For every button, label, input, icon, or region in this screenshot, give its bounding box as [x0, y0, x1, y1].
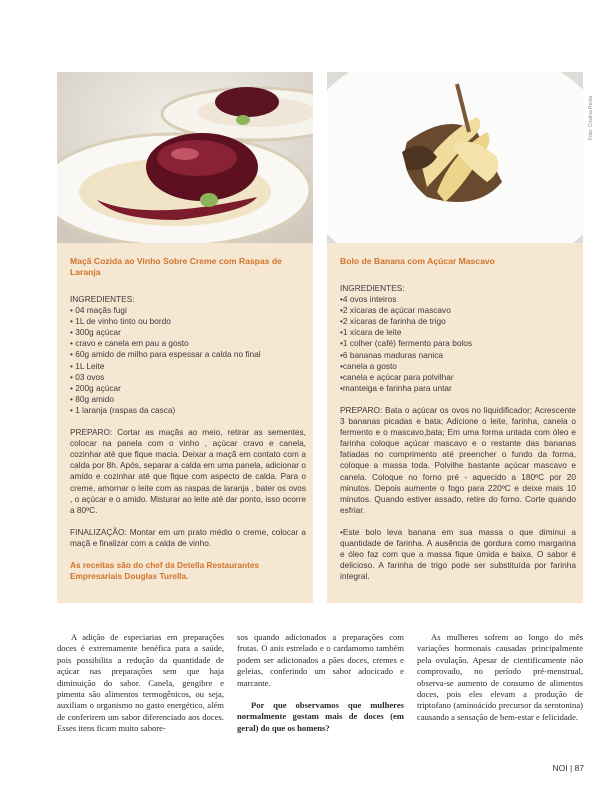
ingredients-list: [340, 294, 576, 394]
chef-credit: As receitas são do chef da Detella Restaurantes Empresariais Douglas Turella.: [70, 559, 260, 582]
article-column-2: [237, 632, 404, 734]
banana-cake-photo: [327, 72, 583, 243]
ingredient-item: •1 colher (café) fermento para bolos: [340, 338, 473, 349]
ingredient-item: •canela a gosto: [340, 360, 397, 371]
ingredient-item: • 80g amido: [70, 393, 114, 404]
ingredient-item: •6 bananas maduras nanica: [340, 349, 443, 360]
preparation-text: PREPARO: Bata o açúcar os ovos no liquidificador; Acrescente 3 bananas picadas e bata; Adicione o leite, farinha, canela o fermento e o mascavo,bata; Em uma forma untada com óleo e farinha coloque açúcar mascavo e o restante das bananas fatiadas no comprimento até preencher o fundo da forma, coloque a massa toda. Polvilhe bastante açúcar mascavo e canela. Coloque no forno pré - aquecido a 180ºC por 20 minutos. Depois aumente o fogo para 220ºC e deixe mais 10 minutos. Quando estiver assado, retire do forno. Corte quando esfriar.: [340, 404, 576, 515]
ingredient-item: •canela e açúcar para polvilhar: [340, 371, 454, 382]
ingredients-heading: INGREDIENTES:: [70, 294, 135, 304]
ingredient-item: •2 xícaras de açúcar mascavo: [340, 305, 451, 316]
ingredient-item: •1 xícara de leite: [340, 327, 402, 338]
ingredient-item: •manteiga e farinha para untar: [340, 382, 452, 393]
ingredients-list: [70, 305, 306, 416]
ingredient-item: •2 xícaras de farinha de trigo: [340, 316, 446, 327]
ingredient-item: •4 ovos inteiros: [340, 294, 397, 305]
ingredient-item: • 03 ovos: [70, 371, 105, 382]
ingredient-item: • 04 maçãs fugi: [70, 305, 127, 316]
ingredients-heading: INGREDIENTES:: [340, 283, 405, 293]
apple-dessert-photo: [57, 72, 313, 243]
ingredient-item: • 1L de vinho tinto ou bordo: [70, 316, 171, 327]
article-paragraph: sos quando adicionados a preparações com frutas. O anis estrelado e o cardamomo também podem ser adicionados a pães doces, cremes e geleias, conferindo um sabor adocicado e marcante.: [237, 632, 404, 688]
recipe-note: •Este bolo leva banana em sua massa o que diminui a quantidade de farinha. A ausência de gordura como margarina e óleo faz com que a massa fique úmida e baixa. O sabor é delicioso. A farinha de trigo pode ser substituída por farinha integral.: [340, 526, 576, 582]
page-number: NOI | 87: [552, 763, 584, 773]
recipe-apple: [70, 256, 306, 582]
ingredient-item: • cravo e canela em pau a gosto: [70, 338, 189, 349]
preparation-text: PREPARO: Cortar as maçãs ao meio, retirar as sementes, colocar na panela com o vinho , açúcar cravo e canela, cozinhar até que fique macia. Deixar a maçã em contato com a calda por 8h. Após, separar a calda em uma panela, adicionar o amido e cozinhar até que fique com aspecto de calda. Para o creme, amornar o leite com as raspas de laranja , bater os ovos , o açúcar e o amido. Misturar ao leite até dar ponto, isso ocorre a 80ºC.: [70, 427, 306, 515]
article-paragraph: A adição de especiarias em preparações doces é extremamente benéfica para a saúde, pois possibilita a redução da quantidade de açúcar nas preparações sem que haja diminuição do sabor. Canela, gengibre e pimenta são alimentos termogênicos, ou seja, auxiliam o organismo no gasto energético, além de conferirem um sabor diferenciado aos doces. Esses itens ficam muito sabore-: [57, 632, 224, 734]
ingredient-item: • 60g amido de milho para espessar a calda no final: [70, 349, 261, 360]
recipe-title: Maçã Cozida ao Vinho Sobre Creme com Raspas de Laranja: [70, 256, 282, 277]
recipe-banana-cake: [340, 256, 576, 582]
ingredient-item: • 200g açúcar: [70, 382, 121, 393]
ingredient-item: • 300g açúcar: [70, 327, 121, 338]
article-question: Por que observamos que mulheres normalmente gostam mais de doces (em geral) do que os homens?: [237, 700, 404, 733]
ingredient-item: • 1L Leite: [70, 360, 105, 371]
article-column-3: [417, 632, 583, 723]
ingredient-item: • 1 laranja (raspas da casca): [70, 404, 176, 415]
article-column-1: [57, 632, 224, 735]
photo-credit: Foto: Cristina Reina: [588, 95, 594, 140]
article-paragraph: As mulheres sofrem ao longo do mês variações hormonais causadas principalmente pela ovulação. Apesar de cientificamente não comprovado, no período pré-menstrual, observa-se aumento de consumo de alimentos doces, pois eles elevam a produção de triptofano (aminoácido precursor da serotonina) causando a sensação de bem-estar e felicidade.: [417, 632, 583, 722]
finishing-text: FINALIZAÇÃO: Montar em um prato médio o creme, colocar a maçã e finalizar com a calda de vinho.: [70, 526, 306, 548]
recipe-title: Bolo de Banana com Açúcar Mascavo: [340, 256, 495, 266]
